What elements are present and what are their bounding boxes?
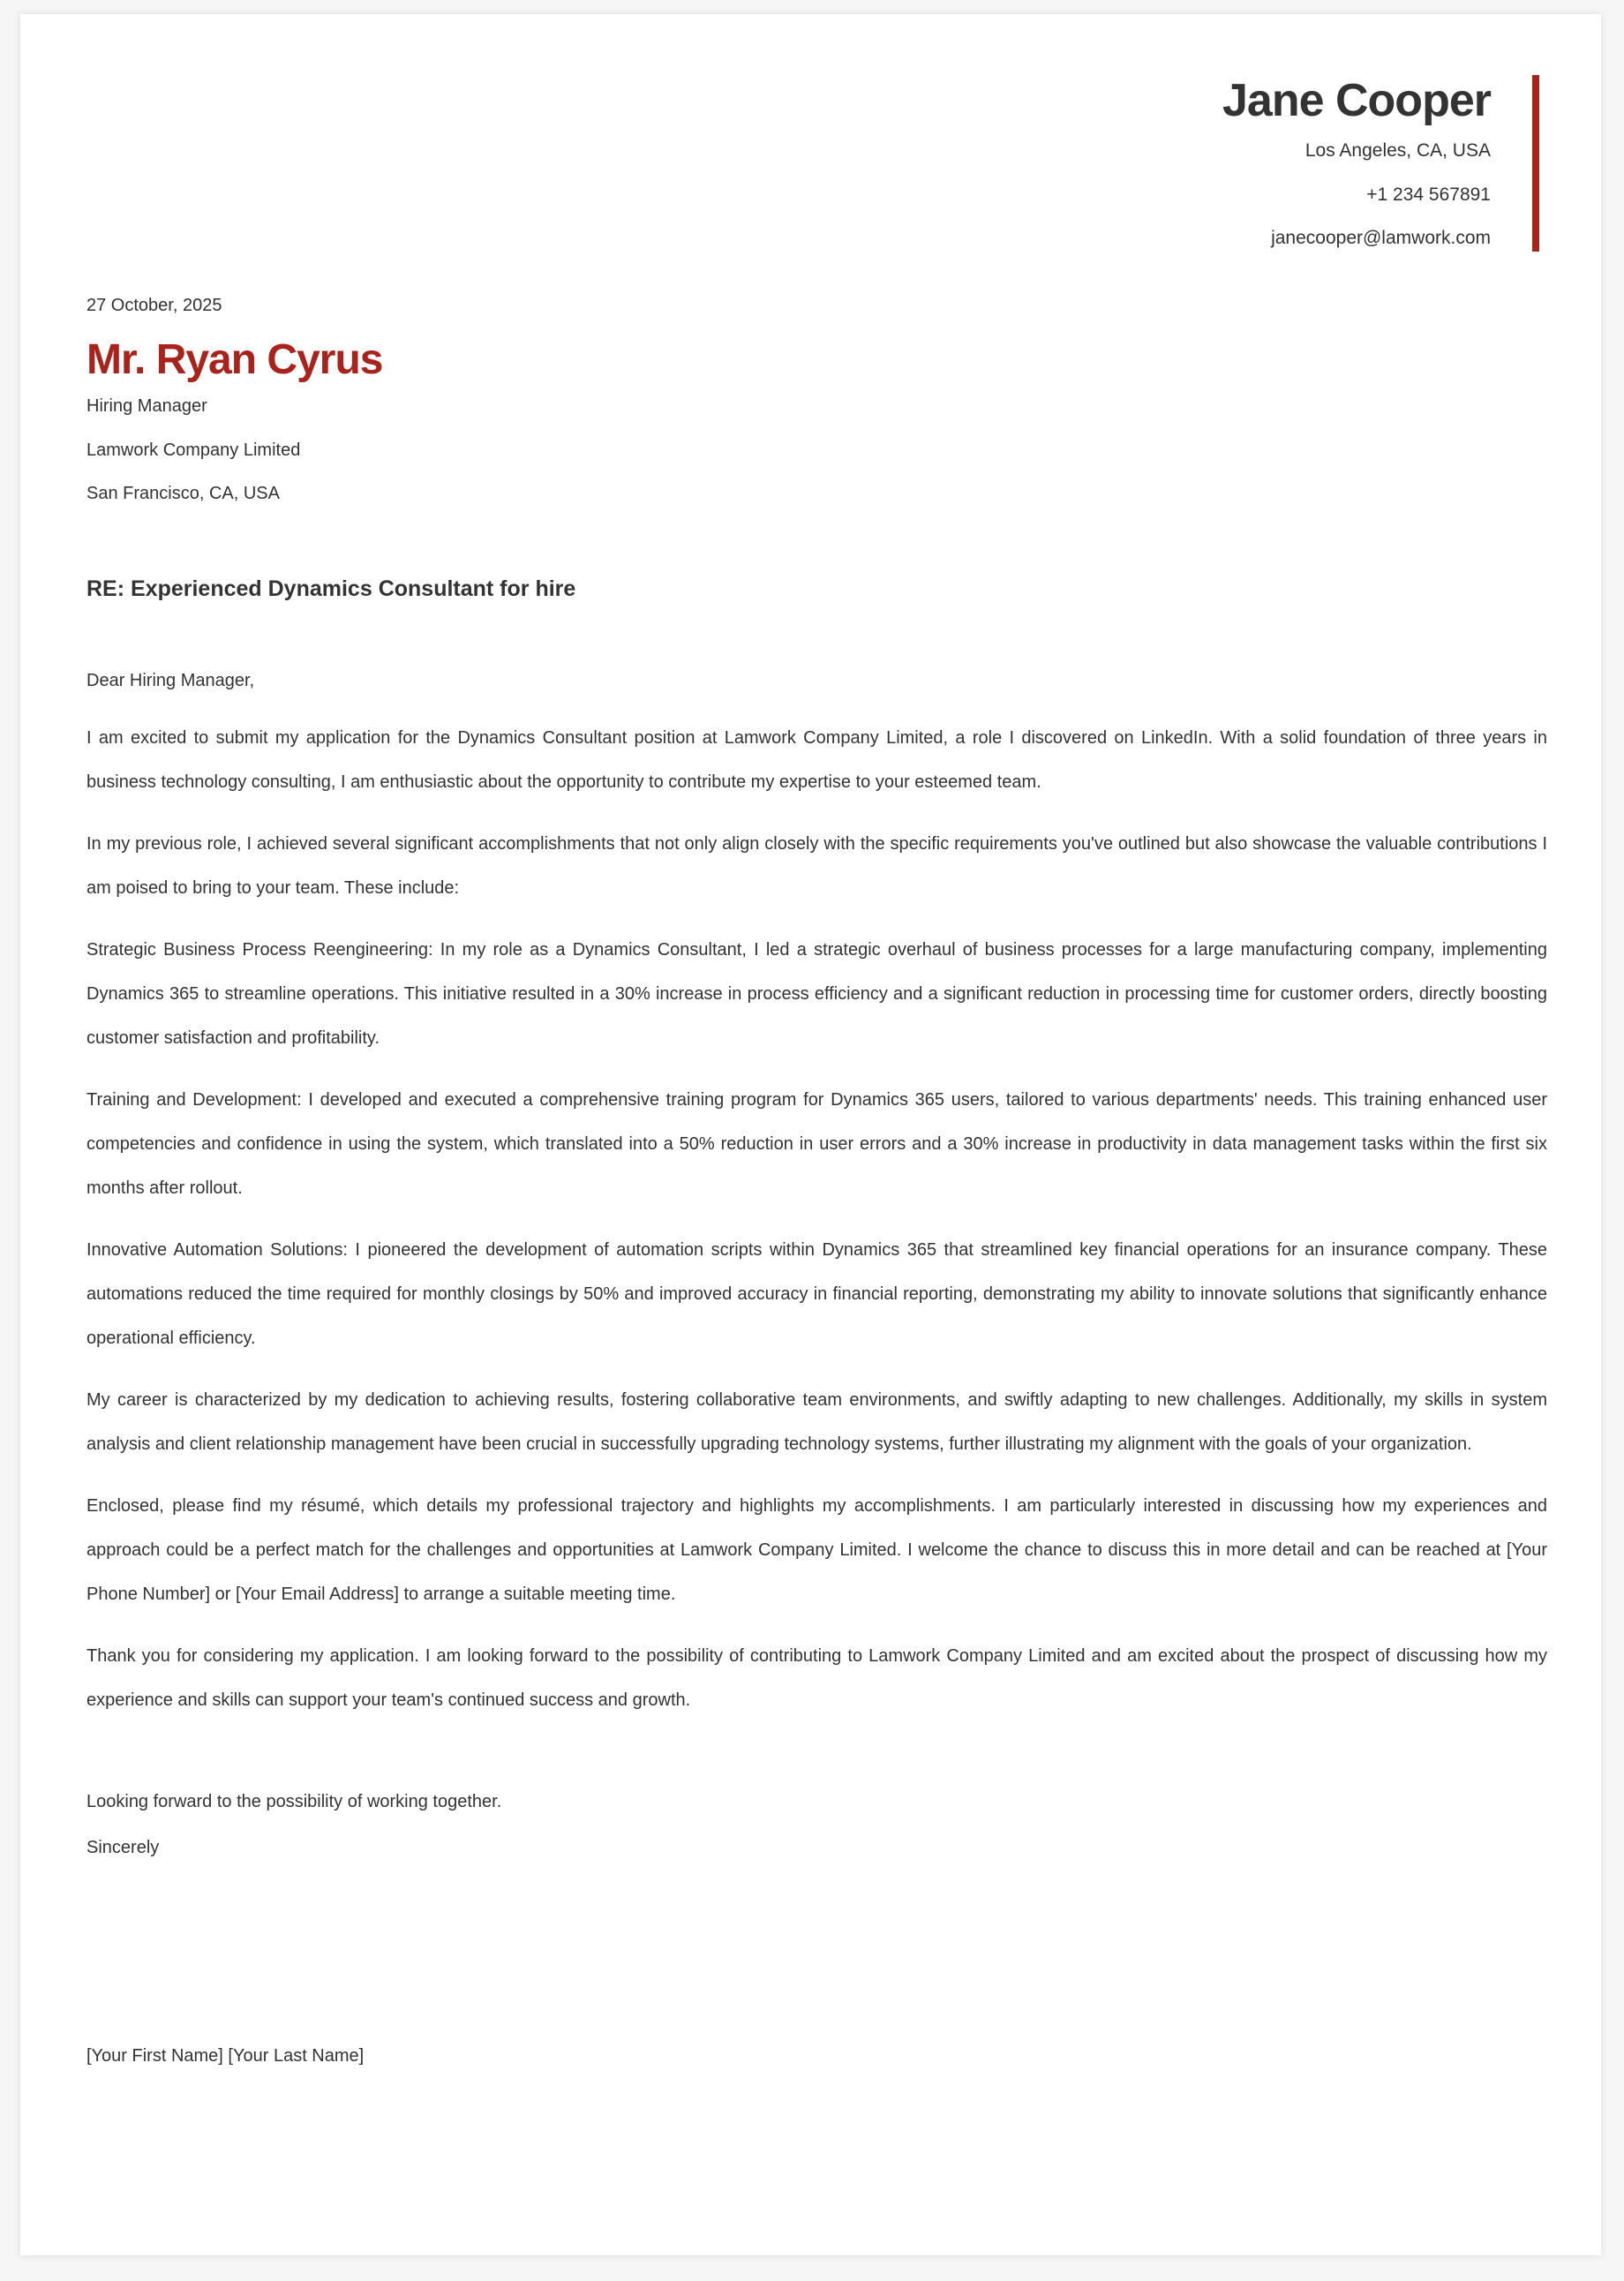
- recipient-company: Lamwork Company Limited: [86, 440, 301, 460]
- paragraph: Training and Development: I developed and executed a comprehensive training program for Dynamics 365 users, tailored to various departments' needs. This training enhanced user competencies and confidence in using the system, which translated into a 50% reduction in user errors and a 30% increase in productivity in data management tasks within the first six months after rollout.: [86, 1089, 1547, 1198]
- accent-bar: [1532, 75, 1539, 252]
- sender-location: Los Angeles, CA, USA: [1304, 140, 1491, 161]
- salutation: Dear Hiring Manager,: [86, 670, 255, 690]
- recipient-name: Mr. Ryan Cyrus: [86, 336, 383, 383]
- signoff: Sincerely: [86, 1837, 160, 1857]
- sender-email: janecooper@lamwork.com: [1271, 228, 1491, 248]
- sender-phone: +1 234 567891: [1366, 184, 1491, 205]
- paragraph: Thank you for considering my application. I am looking forward to the possibility of contributing to Lamwork Company Limited and am excited about the prospect of discussing how my experience and skills can support your team's continued success and growth.: [86, 1645, 1547, 1710]
- paragraph: Innovative Automation Solutions: I pioneered the development of automation scripts within Dynamics 365 that streamlined key financial operations for an insurance company. These automations reduced the time required for monthly closings by 50% and improved accuracy in financial reporting, demonstrating my ability to innovate solutions that significantly enhance operational efficiency.: [86, 1239, 1547, 1348]
- sender-block: [1222, 72, 1491, 260]
- closing-line: Looking forward to the possibility of working together.: [86, 1791, 502, 1811]
- recipient-location: San Francisco, CA, USA: [86, 484, 280, 503]
- letter-body: [86, 288, 1547, 2074]
- paragraph: I am excited to submit my application for the Dynamics Consultant position at Lamwork Company Limited, a role I discovered on LinkedIn. With a solid foundation of three years in business technology consulting, I am enthusiastic about the opportunity to contribute my expertise to your esteemed team.: [86, 727, 1547, 792]
- letter-page: [20, 14, 1601, 2255]
- letter-date: 27 October, 2025: [86, 296, 222, 315]
- recipient-title: Hiring Manager: [86, 396, 207, 416]
- paragraph: Enclosed, please find my résumé, which details my professional trajectory and highlights my accomplishments. I am particularly interested in discussing how my experiences and approach could be a perfect match for the challenges and opportunities at Lamwork Company Limited. I welcome the chance to discuss this in more detail and can be reached at [Your Phone Number] or [Your Email Address] to arrange a suitable meeting time.: [86, 1495, 1547, 1604]
- closing-block: [86, 1779, 1547, 1871]
- sender-name: Jane Cooper: [1222, 75, 1491, 126]
- subject-line: RE: Experienced Dynamics Consultant for hire: [86, 576, 576, 601]
- paragraph: In my previous role, I achieved several significant accomplishments that not only align closely with the specific requirements you've outlined but also showcase the valuable contributions I am poised to bring to your team. These include:: [86, 833, 1547, 898]
- paragraph: My career is characterized by my dedication to achieving results, fostering collaborative team environments, and swiftly adapting to new challenges. Additionally, my skills in system analysis and client relationship management have been crucial in successfully upgrading technology systems, further illustrating my alignment with the goals of your organization.: [86, 1389, 1547, 1454]
- signature-name: [Your First Name] [Your Last Name]: [86, 2045, 365, 2066]
- paragraph: Strategic Business Process Reengineering: In my role as a Dynamics Consultant, I led a strategic overhaul of business processes for a large manufacturing company, implementing Dynamics 365 to streamline operations. This initiative resulted in a 30% increase in process efficiency and a significant reduction in processing time for customer orders, directly boosting customer satisfaction and profitability.: [86, 939, 1547, 1048]
